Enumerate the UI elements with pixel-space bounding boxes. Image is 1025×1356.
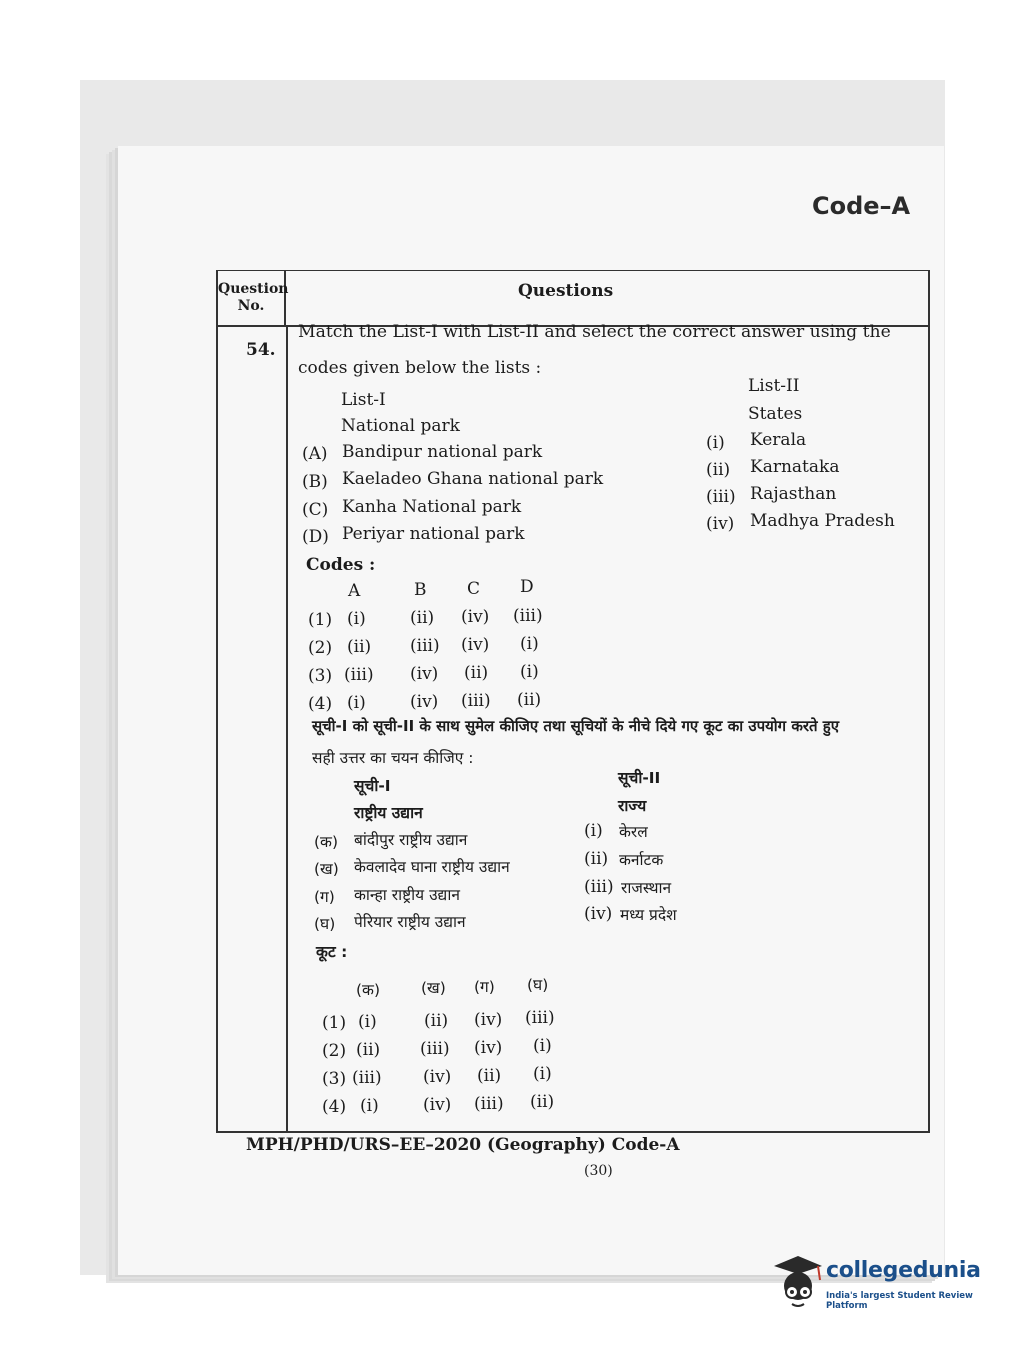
code-head: C	[467, 579, 481, 599]
hi-code-value: (iii)	[525, 1008, 555, 1028]
stem-en-line1: Match the List-I with List-II and select the correct answer using the	[298, 322, 891, 342]
list2-item: Rajasthan	[750, 484, 837, 504]
code-head: A	[348, 581, 361, 601]
page-code-label: Code–A	[812, 192, 911, 220]
hi-code-value: (ii)	[424, 1011, 449, 1031]
list2-key: (ii)	[706, 460, 731, 480]
hi-list2-key: (iv)	[584, 904, 613, 924]
list1-title: List-I	[341, 390, 386, 410]
hi-code-value: (iv)	[423, 1095, 452, 1115]
list2-item: Kerala	[750, 430, 807, 450]
hi-list2-item: राजस्थान	[621, 879, 672, 897]
list2-key: (i)	[706, 433, 725, 453]
code-value: (iv)	[461, 607, 490, 627]
code-option: (1)	[308, 610, 333, 630]
hi-code-option: (4)	[322, 1097, 347, 1117]
stem-hi-line2: सही उत्तर का चयन कीजिए :	[312, 749, 474, 767]
code-value: (iii)	[344, 665, 374, 685]
hi-list1-item: बांदीपुर राष्ट्रीय उद्यान	[354, 831, 468, 849]
hi-code-value: (iii)	[474, 1094, 504, 1114]
watermark-name: collegedunia	[826, 1258, 981, 1283]
hi-code-value: (iii)	[420, 1039, 450, 1059]
list2-item: Madhya Pradesh	[750, 511, 895, 531]
hi-list2-key: (i)	[584, 821, 603, 841]
hi-code-head: (ख)	[421, 979, 446, 997]
list1-item: Periyar national park	[342, 524, 525, 544]
hi-list2-key: (ii)	[584, 849, 609, 869]
code-value: (iv)	[410, 692, 439, 712]
page-number: (30)	[584, 1163, 613, 1179]
hi-code-value: (ii)	[477, 1066, 502, 1086]
hi-list2-subtitle: राज्य	[618, 797, 647, 815]
hi-code-head: (ग)	[474, 978, 495, 996]
stem-hi-line1: सूची-I को सूची-II के साथ सुमेल कीजिए तथा सूचियों के नीचे दिये गए कूट का उपयोग करते हुए	[312, 717, 840, 735]
code-value: (ii)	[410, 608, 435, 628]
exam-footer: MPH/PHD/URS–EE–2020 (Geography) Code-A	[246, 1135, 680, 1155]
code-value: (ii)	[347, 637, 372, 657]
hi-code-option: (3)	[322, 1069, 347, 1089]
hi-list2-title: सूची-II	[618, 769, 661, 787]
hi-list1-item: केवलादेव घाना राष्ट्रीय उद्यान	[354, 858, 510, 876]
hi-list1-key: (घ)	[314, 915, 336, 933]
watermark-tagline: India's largest Student Review Platform	[826, 1291, 973, 1311]
hi-code-value: (i)	[358, 1012, 377, 1032]
list2-key: (iii)	[706, 487, 736, 507]
hi-list1-title: सूची-I	[354, 777, 391, 795]
list1-key: (B)	[302, 472, 328, 492]
hi-code-value: (iii)	[352, 1068, 382, 1088]
hi-code-value: (iv)	[474, 1038, 503, 1058]
hi-code-value: (i)	[533, 1064, 552, 1084]
hi-list1-subtitle: राष्ट्रीय उद्यान	[354, 804, 423, 822]
hi-code-value: (i)	[360, 1096, 379, 1116]
list1-subtitle: National park	[341, 416, 460, 436]
code-value: (i)	[520, 662, 539, 682]
stem-en-line2: codes given below the lists :	[298, 358, 542, 378]
column-divider	[286, 325, 288, 1131]
hi-list2-item: मध्य प्रदेश	[620, 906, 677, 924]
codes-label: Codes :	[306, 555, 376, 575]
mascot-icon	[768, 1252, 824, 1316]
hi-codes-label: कूट :	[316, 943, 348, 961]
hi-list2-item: कर्नाटक	[619, 851, 664, 869]
hi-code-value: (ii)	[356, 1040, 381, 1060]
code-value: (ii)	[464, 663, 489, 683]
code-value: (ii)	[517, 690, 542, 710]
code-head: B	[414, 580, 427, 600]
code-value: (iii)	[513, 606, 543, 626]
hi-list1-key: (ग)	[314, 888, 335, 906]
hi-list1-item: पेरियार राष्ट्रीय उद्यान	[354, 913, 466, 931]
hi-list1-item: कान्हा राष्ट्रीय उद्यान	[354, 886, 460, 904]
list1-item: Kaeladeo Ghana national park	[342, 469, 604, 489]
table-header	[218, 271, 928, 327]
list1-item: Bandipur national park	[342, 442, 543, 462]
code-value: (i)	[520, 634, 539, 654]
code-option: (4)	[308, 694, 333, 714]
hi-list1-key: (क)	[314, 833, 338, 851]
hi-code-value: (i)	[533, 1036, 552, 1056]
question-number: 54.	[246, 340, 276, 360]
code-value: (i)	[347, 609, 366, 629]
list1-key: (D)	[302, 527, 329, 547]
code-head: D	[520, 577, 534, 597]
code-value: (iv)	[410, 664, 439, 684]
code-value: (iii)	[410, 636, 440, 656]
code-option: (3)	[308, 666, 333, 686]
hi-code-value: (iv)	[474, 1010, 503, 1030]
list2-key: (iv)	[706, 514, 735, 534]
code-value: (i)	[347, 693, 366, 713]
list2-item: Karnataka	[750, 457, 840, 477]
list2-title: List-II	[748, 376, 800, 396]
list2-subtitle: States	[748, 404, 803, 424]
hi-code-value: (iv)	[423, 1067, 452, 1087]
hi-code-head: (घ)	[527, 976, 549, 994]
code-value: (iii)	[461, 691, 491, 711]
hi-list1-key: (ख)	[314, 860, 339, 878]
hi-code-value: (ii)	[530, 1092, 555, 1112]
list1-key: (C)	[302, 500, 329, 520]
hi-list2-item: केरल	[619, 823, 648, 841]
list1-key: (A)	[302, 444, 328, 464]
hi-code-option: (2)	[322, 1041, 347, 1061]
hi-code-head: (क)	[356, 981, 380, 999]
header-question-no: Question No.	[218, 271, 286, 325]
list1-item: Kanha National park	[342, 497, 522, 517]
code-option: (2)	[308, 638, 333, 658]
hi-code-option: (1)	[322, 1013, 347, 1033]
code-value: (iv)	[461, 635, 490, 655]
header-questions: Questions	[518, 281, 614, 301]
hi-list2-key: (iii)	[584, 877, 614, 897]
collegedunia-watermark	[768, 1252, 998, 1316]
